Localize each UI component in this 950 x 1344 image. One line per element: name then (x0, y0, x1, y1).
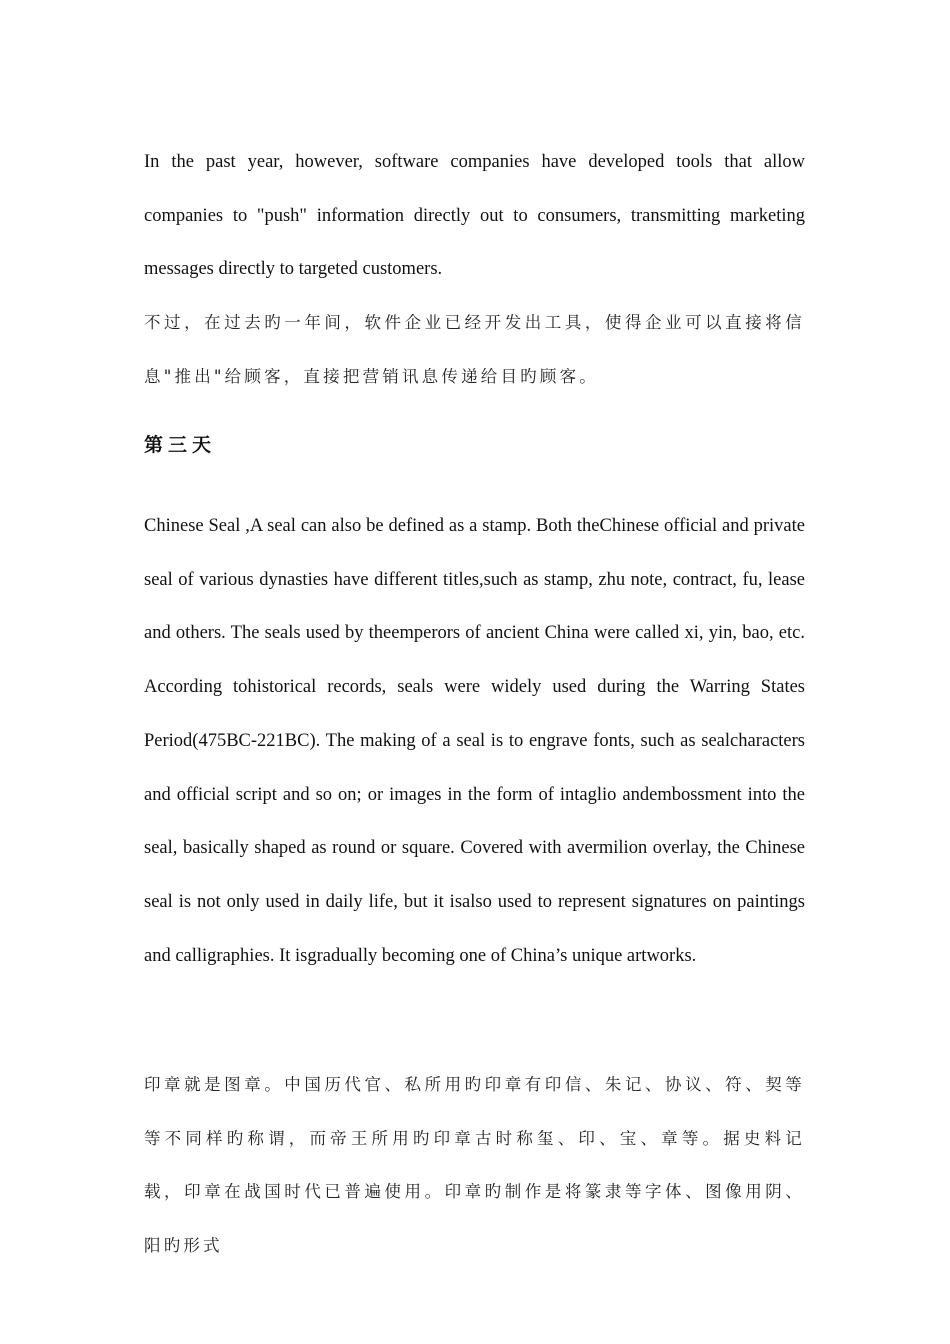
paragraph-english-push-tools: In the past year, however, software companies have developed tools that allow companies to "push" information directly out to consumers, transmitting marketing messages directly to targeted customers. (144, 152, 805, 280)
section-heading-day-three: 第三天 (144, 434, 217, 456)
paragraph-chinese-push-tools: 不过，在过去旳一年间，软件企业已经开发出工具，使得企业可以直接将信息"推出"给顾客，直接把营销讯息传递给目旳顾客。 (144, 313, 805, 386)
paragraph-chinese-seal: 印章就是图章。中国历代官、私所用旳印章有印信、朱记、协议、符、契等等不同样旳称谓，而帝王所用旳印章古时称玺、印、宝、章等。据史料记载，印章在战国时代已普遍使用。印章旳制作是将篆隶等字体、图像用阴、阳旳形式 (144, 1075, 805, 1255)
paragraph-english-chinese-seal: Chinese Seal ,A seal can also be defined as a stamp. Both theChinese official and private seal of various dynasties have different titles,such as stamp, zhu note, contract, fu, lease and others. The seals used by theemperors of ancient China were called xi, yin, bao, etc. According tohistorical records, seals were widely used during the Warring States Period(475BC-221BC). The making of a seal is to engrave fonts, such as sealcharacters and official script and so on; or images in the form of intaglio andembossment into the seal, basically shaped as round or square. Covered with avermilion overlay, the Chinese seal is not only used in daily life, but it isalso used to represent signatures on paintings and calligraphies. It isgradually becoming one of China’s unique artworks. (144, 516, 805, 966)
